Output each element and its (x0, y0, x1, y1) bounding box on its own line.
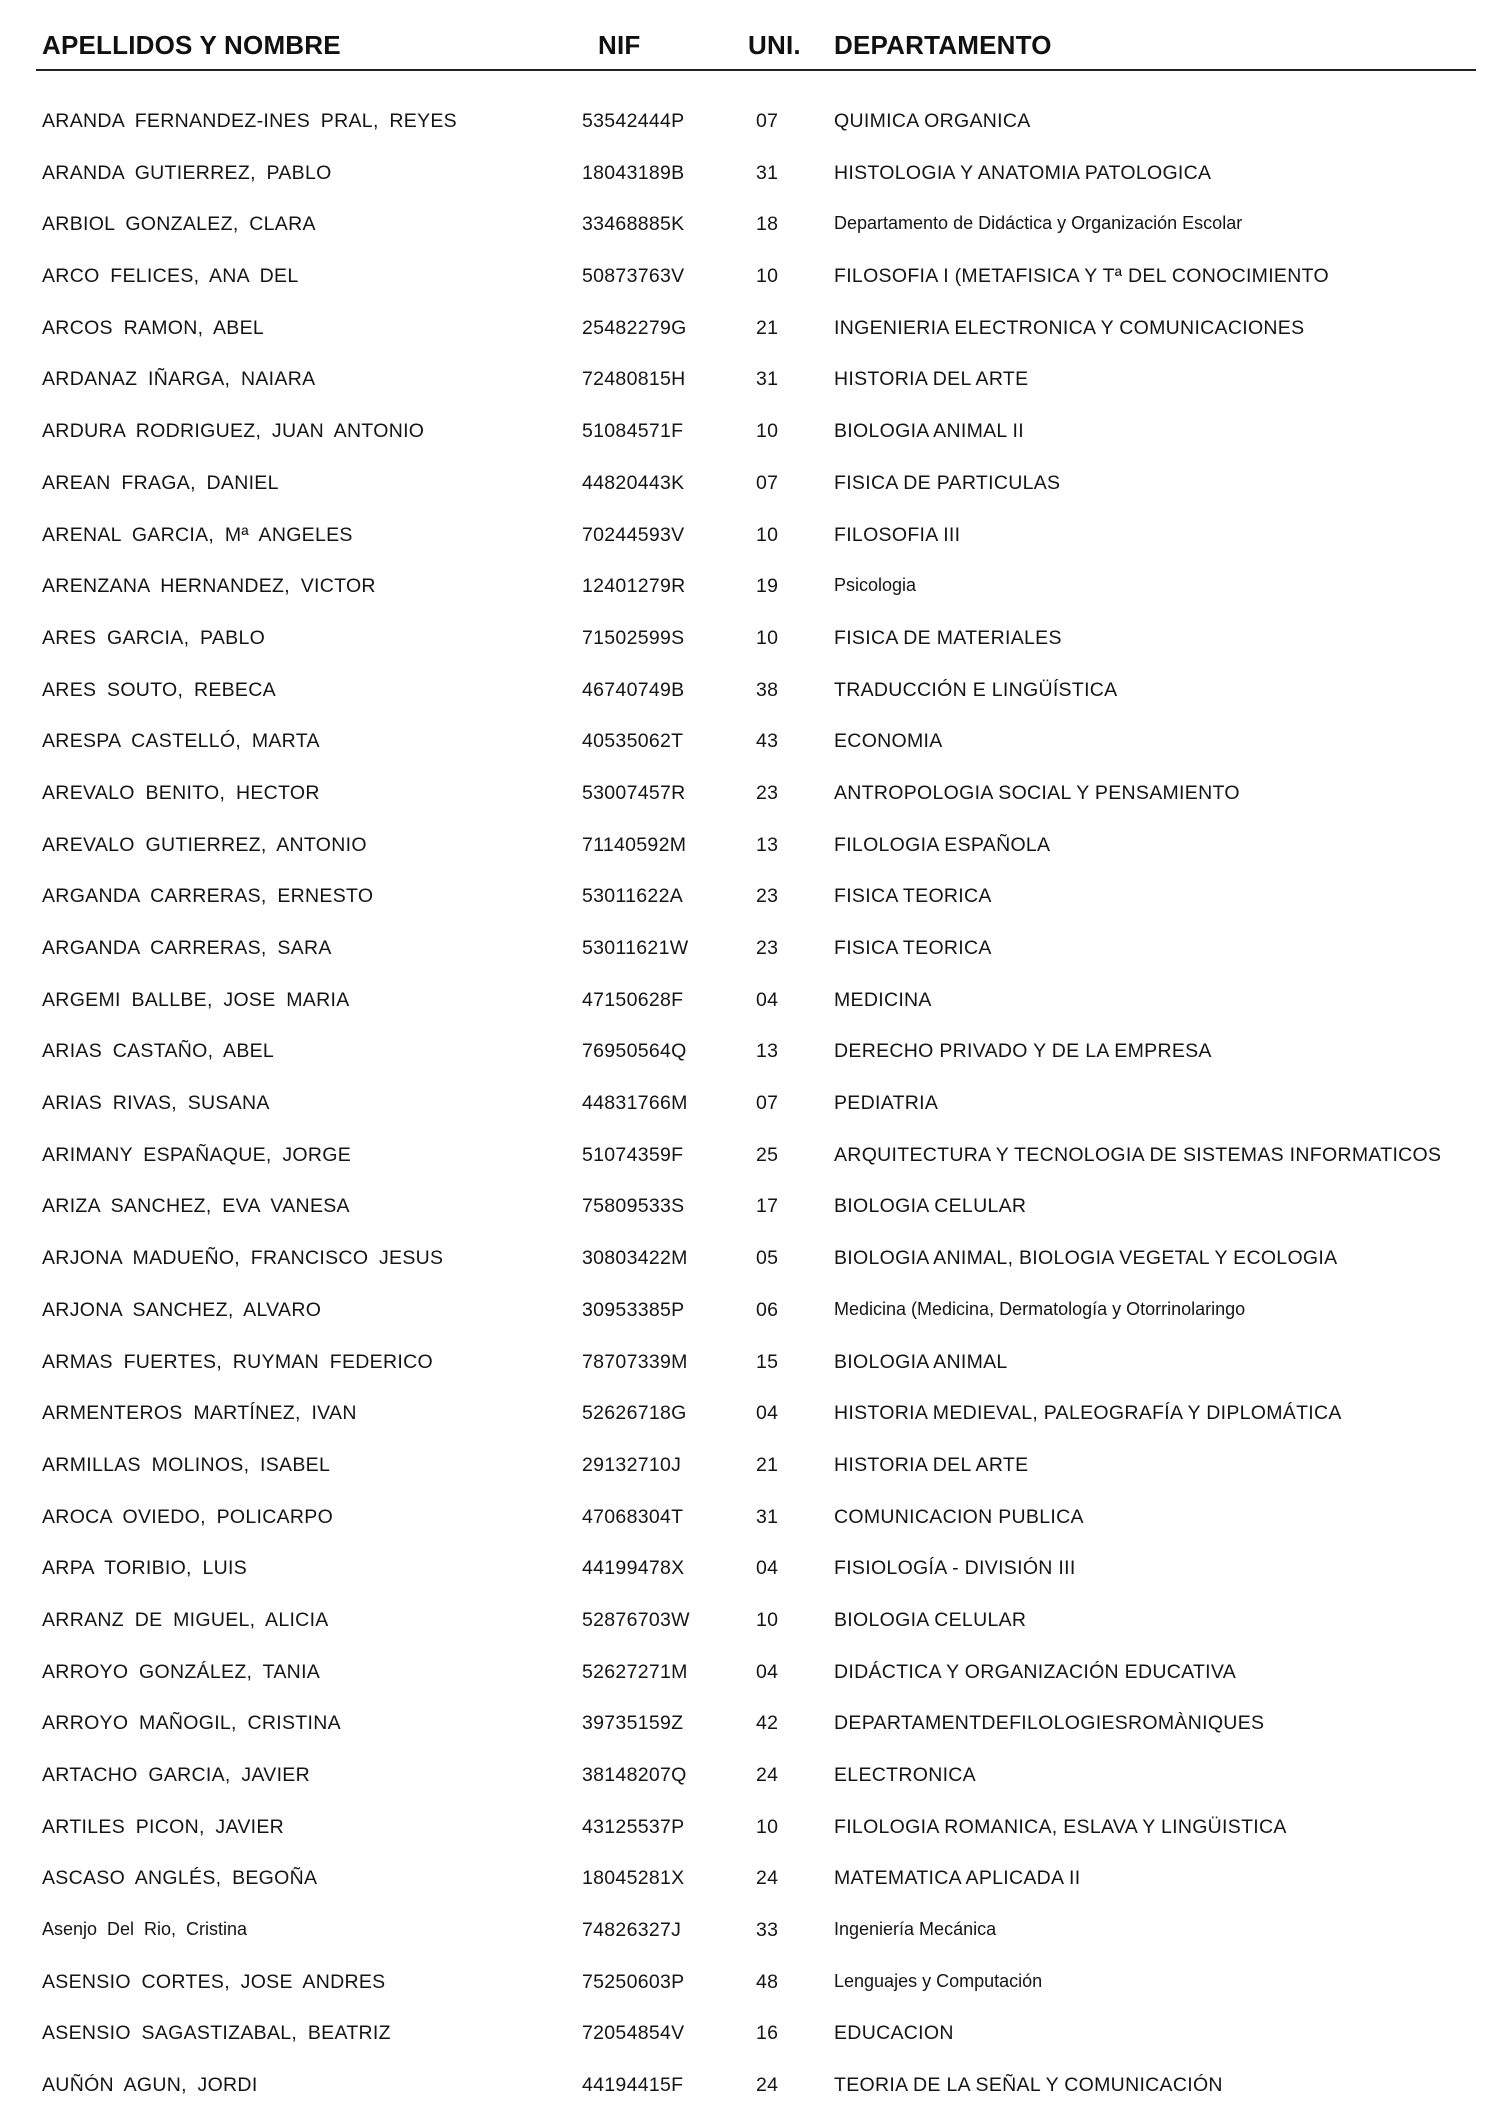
nif-value: 70244593V (582, 523, 685, 546)
nif-value: 29132710J (582, 1453, 682, 1476)
header-divider (36, 69, 1476, 71)
uni-code: 31 (756, 368, 779, 391)
uni-code: 04 (756, 1660, 779, 1683)
department-name: MATEMATICA APLICADA II (834, 1867, 1081, 1890)
table-row (0, 203, 1500, 255)
department-name: QUIMICA ORGANICA (834, 110, 1031, 132)
table-row (0, 514, 1500, 566)
department-name: PEDIATRIA (834, 1092, 939, 1115)
nif-value: 53011621W (582, 937, 689, 959)
department-name: COMUNICACION PUBLICA (834, 1505, 1084, 1528)
department-name: FISICA TEORICA (834, 937, 992, 959)
person-name: ARJONA MADUEÑO, FRANCISCO JESUS (42, 1247, 444, 1270)
table-row (0, 1392, 1500, 1444)
department-name: BIOLOGIA CELULAR (834, 1608, 1027, 1631)
table-row (0, 669, 1500, 721)
department-name: TEORIA DE LA SEÑAL Y COMUNICACIÓN (834, 2074, 1223, 2097)
person-name: ARROYO GONZÁLEZ, TANIA (42, 1660, 321, 1683)
table-row (0, 1651, 1500, 1703)
nif-value: 52627271M (582, 1660, 688, 1683)
department-name: BIOLOGIA ANIMAL II (834, 420, 1024, 443)
table-row (0, 1961, 1500, 2013)
person-name: ARANDA GUTIERREZ, PABLO (42, 161, 332, 184)
department-name: EDUCACION (834, 2022, 954, 2045)
person-name: ARPA TORIBIO, LUIS (42, 1557, 248, 1580)
table-row (0, 927, 1500, 979)
department-name: FISIOLOGÍA - DIVISIÓN III (834, 1557, 1076, 1580)
person-name: ARCOS RAMON, ABEL (42, 316, 265, 339)
nif-value: 74826327J (582, 1919, 682, 1942)
department-name: MEDICINA (834, 988, 932, 1011)
table-row (0, 1702, 1500, 1754)
uni-code: 07 (756, 471, 779, 494)
nif-value: 44820443K (582, 471, 685, 494)
person-name: ARDURA RODRIGUEZ, JUAN ANTONIO (42, 420, 425, 443)
uni-code: 13 (756, 833, 779, 856)
nif-value: 78707339M (582, 1350, 688, 1373)
person-name: ARIMANY ESPAÑAQUE, JORGE (42, 1143, 352, 1166)
nif-value: 38148207Q (582, 1764, 687, 1786)
person-name: AREVALO GUTIERREZ, ANTONIO (42, 833, 367, 856)
uni-code: 07 (756, 110, 779, 132)
table-row (0, 875, 1500, 927)
department-name: FILOLOGIA ROMANICA, ESLAVA Y LINGÜISTICA (834, 1815, 1287, 1838)
person-name: Asenjo Del Rio, Cristina (42, 1919, 248, 1940)
person-name: AROCA OVIEDO, POLICARPO (42, 1505, 334, 1528)
person-name: ARESPA CASTELLÓ, MARTA (42, 730, 320, 753)
department-name: Ingeniería Mecánica (834, 1919, 997, 1940)
table-row (0, 565, 1500, 617)
person-name: ARMENTEROS MARTÍNEZ, IVAN (42, 1402, 357, 1425)
department-name: INGENIERIA ELECTRONICA Y COMUNICACIONES (834, 316, 1305, 339)
department-name: HISTORIA DEL ARTE (834, 368, 1029, 391)
department-name: BIOLOGIA ANIMAL, BIOLOGIA VEGETAL Y ECOLOGIA (834, 1247, 1338, 1270)
person-name: ARIAS RIVAS, SUSANA (42, 1092, 270, 1115)
table-row (0, 1030, 1500, 1082)
nif-value: 30953385P (582, 1298, 685, 1321)
department-name: ECONOMIA (834, 730, 943, 753)
uni-code: 48 (756, 1970, 779, 1993)
table-row (0, 1341, 1500, 1393)
uni-code: 13 (756, 1040, 779, 1063)
nif-value: 50873763V (582, 265, 685, 288)
person-name: ARES GARCIA, PABLO (42, 626, 266, 649)
nif-value: 52876703W (582, 1608, 690, 1631)
table-row (0, 824, 1500, 876)
table-row (0, 1496, 1500, 1548)
nif-value: 33468885K (582, 213, 685, 236)
nif-value: 71502599S (582, 626, 685, 649)
department-name: HISTORIA DEL ARTE (834, 1453, 1029, 1476)
nif-value: 72480815H (582, 368, 686, 391)
nif-value: 18043189B (582, 161, 685, 184)
person-name: ARTILES PICON, JAVIER (42, 1815, 285, 1838)
uni-code: 21 (756, 316, 779, 339)
person-name: ARIAS CASTAÑO, ABEL (42, 1040, 275, 1063)
table-row (0, 2064, 1500, 2116)
uni-code: 10 (756, 265, 779, 288)
nif-value: 12401279R (582, 575, 686, 598)
person-name: AREAN FRAGA, DANIEL (42, 471, 279, 494)
nif-value: 47150628F (582, 988, 684, 1011)
uni-code: 15 (756, 1350, 779, 1373)
person-name: ARANDA FERNANDEZ-INES PRAL, REYES (42, 110, 457, 132)
uni-code: 04 (756, 1402, 779, 1425)
department-name: Psicologia (834, 575, 917, 596)
table-row (0, 2012, 1500, 2064)
uni-code: 10 (756, 1815, 779, 1838)
nif-value: 30803422M (582, 1247, 688, 1270)
person-name: ARENAL GARCIA, Mª ANGELES (42, 523, 353, 546)
table-row (0, 1599, 1500, 1651)
department-name: HISTOLOGIA Y ANATOMIA PATOLOGICA (834, 161, 1212, 184)
table-row (0, 100, 1500, 152)
nif-value: 51074359F (582, 1143, 684, 1166)
person-name: ARTACHO GARCIA, JAVIER (42, 1764, 310, 1786)
table-row (0, 462, 1500, 514)
person-name: ARCO FELICES, ANA DEL (42, 265, 299, 288)
table-row (0, 1134, 1500, 1186)
uni-code: 17 (756, 1195, 779, 1218)
department-name: Lenguajes y Computación (834, 1970, 1043, 1991)
department-name: FISICA TEORICA (834, 885, 992, 908)
uni-code: 43 (756, 730, 779, 753)
person-name: ARBIOL GONZALEZ, CLARA (42, 213, 316, 236)
nif-value: 53007457R (582, 781, 686, 804)
nif-value: 75250603P (582, 1970, 685, 1993)
person-name: ASCASO ANGLÉS, BEGOÑA (42, 1867, 318, 1890)
table-row (0, 1547, 1500, 1599)
table-row (0, 152, 1500, 204)
table-row (0, 1857, 1500, 1909)
person-name: ASENSIO CORTES, JOSE ANDRES (42, 1970, 386, 1993)
table-row (0, 1237, 1500, 1289)
nif-value: 75809533S (582, 1195, 685, 1218)
nif-value: 47068304T (582, 1505, 684, 1528)
department-name: DIDÁCTICA Y ORGANIZACIÓN EDUCATIVA (834, 1660, 1237, 1683)
person-name: ARMAS FUERTES, RUYMAN FEDERICO (42, 1350, 433, 1373)
uni-code: 18 (756, 213, 779, 236)
table-row (0, 358, 1500, 410)
department-name: FILOSOFIA III (834, 523, 961, 546)
uni-code: 25 (756, 1143, 779, 1166)
uni-code: 04 (756, 1557, 779, 1580)
table-row (0, 1444, 1500, 1496)
person-name: ARROYO MAÑOGIL, CRISTINA (42, 1712, 341, 1735)
person-name: ARES SOUTO, REBECA (42, 678, 276, 701)
department-name: DERECHO PRIVADO Y DE LA EMPRESA (834, 1040, 1212, 1063)
table-row (0, 617, 1500, 669)
department-name: HISTORIA MEDIEVAL, PALEOGRAFÍA Y DIPLOMÁTICA (834, 1402, 1342, 1425)
person-name: ARGANDA CARRERAS, SARA (42, 937, 332, 959)
department-name: Departamento de Didáctica y Organización Escolar (834, 213, 1243, 234)
person-name: ARRANZ DE MIGUEL, ALICIA (42, 1608, 329, 1631)
nif-value: 52626718G (582, 1402, 687, 1425)
person-name: ARMILLAS MOLINOS, ISABEL (42, 1453, 331, 1476)
person-name: ARGANDA CARRERAS, ERNESTO (42, 885, 374, 908)
nif-value: 43125537P (582, 1815, 685, 1838)
nif-value: 39735159Z (582, 1712, 684, 1735)
uni-code: 06 (756, 1298, 779, 1321)
nif-value: 44831766M (582, 1092, 688, 1115)
person-name: ARJONA SANCHEZ, ALVARO (42, 1298, 322, 1321)
nif-value: 51084571F (582, 420, 684, 443)
uni-code: 10 (756, 523, 779, 546)
person-name: AUÑÓN AGUN, JORDI (42, 2074, 258, 2097)
department-name: ELECTRONICA (834, 1764, 976, 1786)
table-row (0, 1082, 1500, 1134)
uni-code: 38 (756, 678, 779, 701)
uni-code: 31 (756, 1505, 779, 1528)
person-name: ARIZA SANCHEZ, EVA VANESA (42, 1195, 350, 1218)
department-name: FILOLOGIA ESPAÑOLA (834, 833, 1051, 856)
table-row (0, 255, 1500, 307)
uni-code: 10 (756, 1608, 779, 1631)
person-name: AREVALO BENITO, HECTOR (42, 781, 320, 804)
uni-code: 16 (756, 2022, 779, 2045)
uni-code: 07 (756, 1092, 779, 1115)
nif-value: 53542444P (582, 110, 685, 132)
department-name: DEPARTAMENTDEFILOLOGIESROMÀNIQUES (834, 1712, 1265, 1735)
table-row (0, 772, 1500, 824)
header-nif: NIF (598, 30, 641, 60)
uni-code: 23 (756, 781, 779, 804)
header-uni: UNI. (748, 30, 801, 60)
nif-value: 53011622A (582, 885, 684, 908)
uni-code: 42 (756, 1712, 779, 1735)
department-name: TRADUCCIÓN E LINGÜÍSTICA (834, 678, 1118, 701)
uni-code: 10 (756, 420, 779, 443)
nif-value: 44194415F (582, 2074, 684, 2097)
nif-value: 76950564Q (582, 1040, 687, 1063)
table-row (0, 1185, 1500, 1237)
table-row (0, 1754, 1500, 1806)
uni-code: 23 (756, 937, 779, 959)
table-body (0, 100, 1500, 2116)
department-name: FISICA DE PARTICULAS (834, 471, 1061, 494)
person-name: ARENZANA HERNANDEZ, VICTOR (42, 575, 376, 598)
uni-code: 19 (756, 575, 779, 598)
nif-value: 71140592M (582, 833, 687, 856)
table-row (0, 1806, 1500, 1858)
uni-code: 33 (756, 1919, 779, 1942)
uni-code: 23 (756, 885, 779, 908)
department-name: BIOLOGIA ANIMAL (834, 1350, 1008, 1373)
department-name: Medicina (Medicina, Dermatología y Otorrinolaringo (834, 1298, 1246, 1319)
uni-code: 24 (756, 1764, 779, 1786)
nif-value: 40535062T (582, 730, 684, 753)
header-name: APELLIDOS Y NOMBRE (42, 30, 341, 60)
department-name: BIOLOGIA CELULAR (834, 1195, 1027, 1218)
nif-value: 46740749B (582, 678, 685, 701)
table-row (0, 1909, 1500, 1961)
nif-value: 44199478X (582, 1557, 685, 1580)
table-header (0, 30, 1500, 74)
uni-code: 10 (756, 626, 779, 649)
uni-code: 21 (756, 1453, 779, 1476)
table-row (0, 307, 1500, 359)
person-name: ASENSIO SAGASTIZABAL, BEATRIZ (42, 2022, 391, 2045)
table-row (0, 720, 1500, 772)
nif-value: 72054854V (582, 2022, 685, 2045)
person-name: ARGEMI BALLBE, JOSE MARIA (42, 988, 350, 1011)
table-row (0, 979, 1500, 1031)
nif-value: 18045281X (582, 1867, 685, 1890)
department-name: FILOSOFIA I (METAFISICA Y Tª DEL CONOCIMIENTO (834, 265, 1329, 288)
person-name: ARDANAZ IÑARGA, NAIARA (42, 368, 316, 391)
uni-code: 05 (756, 1247, 779, 1270)
table-row (0, 1289, 1500, 1341)
department-name: ANTROPOLOGIA SOCIAL Y PENSAMIENTO (834, 781, 1240, 804)
department-name: ARQUITECTURA Y TECNOLOGIA DE SISTEMAS INFORMATICOS (834, 1143, 1442, 1166)
department-name: FISICA DE MATERIALES (834, 626, 1062, 649)
header-department: DEPARTAMENTO (834, 30, 1052, 60)
nif-value: 25482279G (582, 316, 687, 339)
table-row (0, 410, 1500, 462)
uni-code: 24 (756, 2074, 779, 2097)
uni-code: 04 (756, 988, 779, 1011)
uni-code: 31 (756, 161, 779, 184)
uni-code: 24 (756, 1867, 779, 1890)
